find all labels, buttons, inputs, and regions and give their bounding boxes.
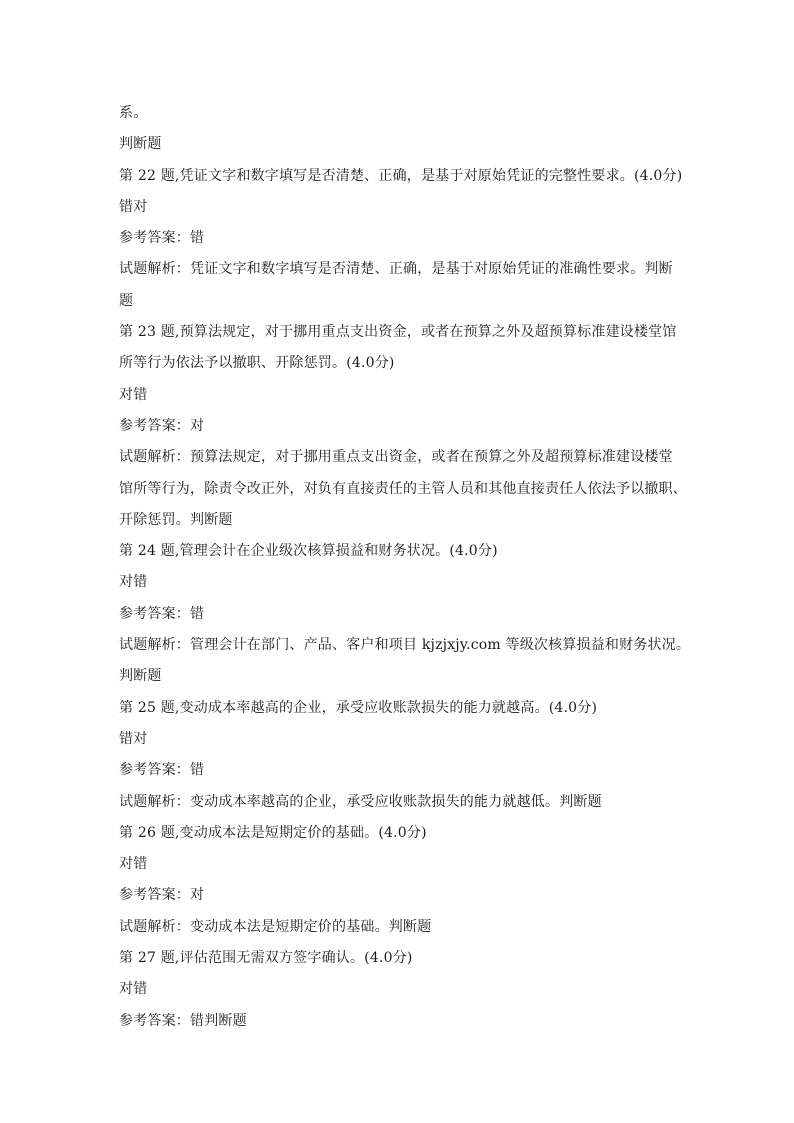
answer-26: 参考答案：对 (119, 887, 205, 904)
options-27: 对错 (119, 981, 148, 998)
answer-25: 参考答案：错 (119, 762, 205, 779)
explanation-23-cont-1: 馆所等行为，除责令改正外，对负有直接责任的主管人员和其他直接责任人依法予以撤职、 (119, 480, 687, 497)
explanation-26: 试题解析：变动成本法是短期定价的基础。判断题 (119, 918, 432, 935)
question-26: 第 26 题,变动成本法是短期定价的基础。(4.0分) (119, 824, 427, 841)
question-24: 第 24 题,管理会计在企业级次核算损益和财务状况。(4.0分) (119, 543, 498, 560)
question-23-cont: 所等行为依法予以撤职、开除惩罚。(4.0分) (119, 355, 395, 372)
explanation-22-cont: 题 (119, 292, 134, 309)
explanation-25: 试题解析：变动成本率越高的企业，承受应收账款损失的能力就越低。判断题 (119, 793, 602, 810)
answer-23: 参考答案：对 (119, 417, 205, 434)
explanation-22: 试题解析：凭证文字和数字填写是否清楚、正确，是基于对原始凭证的准确性要求。判断 (119, 261, 673, 278)
explanation-23: 试题解析：预算法规定，对于挪用重点支出资金，或者在预算之外及超预算标准建设楼堂 (119, 449, 673, 466)
text-line-01: 系。 (119, 105, 148, 121)
answer-24: 参考答案：错 (119, 605, 205, 622)
explanation-23-cont-2: 开除惩罚。判断题 (119, 511, 233, 528)
explanation-24-cont: 判断题 (119, 668, 162, 685)
text-line-02: 判断题 (119, 136, 162, 153)
options-23: 对错 (119, 386, 148, 403)
options-26: 对错 (119, 856, 148, 873)
document-body (119, 98, 699, 1037)
options-22: 错对 (119, 198, 148, 215)
question-23: 第 23 题,预算法规定，对于挪用重点支出资金，或者在预算之外及超预算标准建设楼堂馆 (119, 324, 677, 341)
question-25: 第 25 题,变动成本率越高的企业，承受应收账款损失的能力就越高。(4.0分) (119, 699, 598, 716)
question-27: 第 27 题,评估范围无需双方签字确认。(4.0分) (119, 950, 413, 967)
answer-22: 参考答案：错 (119, 230, 205, 247)
options-25: 错对 (119, 730, 148, 747)
explanation-24: 试题解析：管理会计在部门、产品、客户和项目 kjzjxjy.com 等级次核算损益和财务状况。 (119, 637, 691, 654)
options-24: 对错 (119, 574, 148, 591)
answer-27: 参考答案：错判断题 (119, 1012, 247, 1029)
question-22: 第 22 题,凭证文字和数字填写是否清楚、正确，是基于对原始凭证的完整性要求。(4.0分) (119, 167, 683, 184)
